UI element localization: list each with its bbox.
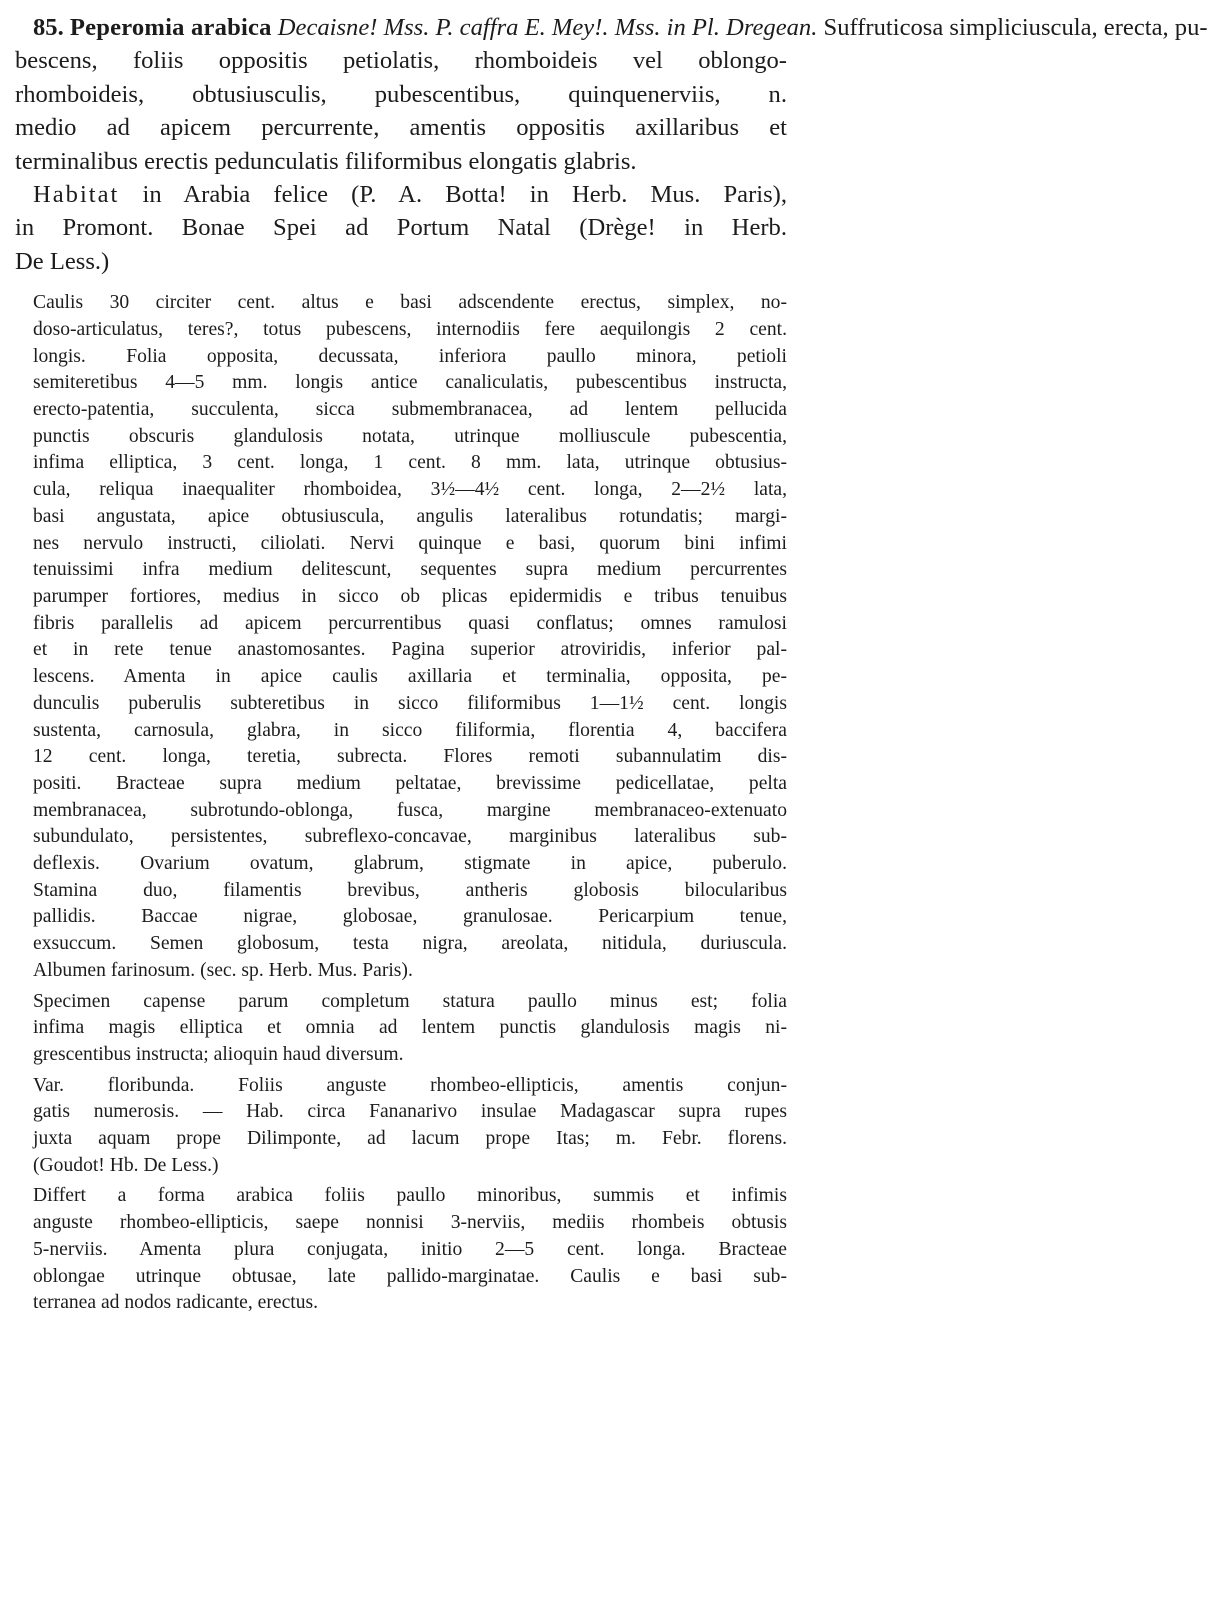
- text-line: gatis numerosis. — Hab. circa Fananarivo insulae Madagascar supra rupes: [33, 1101, 787, 1123]
- text-line: juxta aquam prope Dilimponte, ad lacum prope Itas; m. Febr. florens.: [33, 1128, 787, 1150]
- diagnosis-line: terminalibus erectis pedunculatis filiformibus elongatis glabris.: [15, 147, 637, 175]
- text-line: terranea ad nodos radicante, erectus.: [33, 1292, 319, 1314]
- text-line: infima magis elliptica et omnia ad lentem punctis glandulosis magis ni-: [33, 1017, 787, 1039]
- habitat-label: Habitat: [33, 181, 120, 209]
- text-line: nes nervulo instructi, ciliolati. Nervi quinque e basi, quorum bini infimi: [33, 532, 787, 554]
- text-line: Differt a forma arabica foliis paullo minoribus, summis et infimis: [33, 1185, 787, 1207]
- text-line: tenuissimi infra medium delitescunt, sequentes supra medium percurrentes: [33, 559, 787, 581]
- species-diagnosis: [15, 44, 787, 178]
- text-line: lescens. Amenta in apice caulis axillaria et terminalia, opposita, pe-: [33, 666, 787, 688]
- species-name: Peperomia arabica: [69, 14, 272, 41]
- habitat-text: in Arabia felice (P. A. Botta! in Herb. Mus. Paris),: [142, 181, 787, 209]
- document-page: [15, 0, 1208, 1321]
- description-body: [15, 290, 787, 1317]
- text-line: (Goudot! Hb. De Less.): [33, 1154, 219, 1176]
- diagnosis-line: medio ad apicem percurrente, amentis oppositis axillaribus et: [15, 114, 787, 142]
- text-line: deflexis. Ovarium ovatum, glabrum, stigmate in apice, puberulo.: [33, 853, 787, 875]
- heading-line: [15, 11, 1208, 44]
- text-line: positi. Bracteae supra medium peltatae, brevissime pedicellatae, pelta: [33, 772, 787, 794]
- diagnosis-line: rhomboideis, obtusiusculis, pubescentibus, quinquenerviis, n.: [15, 80, 787, 108]
- text-line: cula, reliqua inaequaliter rhomboidea, 3½—4½ cent. longa, 2—2½ lata,: [33, 479, 787, 501]
- species-authority: Decaisne! Mss. P. caffra E. Mey!. Mss. in Pl. Dregean.: [277, 14, 818, 41]
- text-line: Var. floribunda. Foliis anguste rhombeo-ellipticis, amentis conjun-: [33, 1074, 787, 1096]
- diagnosis-line: Suffruticosa simpliciuscula, erecta, pu-: [823, 14, 1208, 41]
- text-line: parumper fortiores, medius in sicco ob plicas epidermidis e tribus tenuibus: [33, 585, 787, 607]
- text-line: sustenta, carnosula, glabra, in sicco filiformia, florentia 4, baccifera: [33, 719, 787, 741]
- text-line: erecto-patentia, succulenta, sicca submembranacea, ad lentem pellucida: [33, 399, 787, 421]
- habitat-line: in Promont. Bonae Spei ad Portum Natal (Drège! in Herb.: [15, 214, 787, 242]
- text-line: oblongae utrinque obtusae, late pallido-marginatae. Caulis e basi sub-: [33, 1265, 787, 1287]
- diagnosis-line: bescens, foliis oppositis petiolatis, rhomboideis vel oblongo-: [15, 47, 787, 75]
- text-line: Stamina duo, filamentis brevibus, antheris globosis bilocularibus: [33, 879, 787, 901]
- text-line: semiteretibus 4—5 mm. longis antice canaliculatis, pubescentibus instructa,: [33, 372, 787, 394]
- species-entry-heading: [15, 11, 1208, 44]
- habitat-line: [15, 178, 787, 211]
- paragraph-specimen-capense: [15, 989, 787, 1069]
- text-line: pallidis. Baccae nigrae, globosae, granulosae. Pericarpium tenue,: [33, 906, 787, 928]
- paragraph-differt: [15, 1183, 787, 1317]
- text-line: membranacea, subrotundo-oblonga, fusca, margine membranaceo-extenuato: [33, 799, 787, 821]
- text-line: Specimen capense parum completum statura paullo minus est; folia: [33, 990, 787, 1012]
- text-line: et in rete tenue anastomosantes. Pagina superior atroviridis, inferior pal-: [33, 639, 787, 661]
- paragraph-description: [15, 290, 787, 984]
- text-line: 12 cent. longa, teretia, subrecta. Flores remoti subannulatim dis-: [33, 746, 787, 768]
- text-line: infima elliptica, 3 cent. longa, 1 cent. 8 mm. lata, utrinque obtusius-: [33, 452, 787, 474]
- habitat-line: De Less.): [15, 247, 110, 275]
- text-line: anguste rhombeo-ellipticis, saepe nonnisi 3-nerviis, mediis rhombeis obtusis: [33, 1212, 787, 1234]
- text-line: dunculis puberulis subteretibus in sicco filiformibus 1—1½ cent. longis: [33, 692, 787, 714]
- text-line: exsuccum. Semen globosum, testa nigra, areolata, nitidula, duriuscula.: [33, 933, 787, 955]
- text-line: doso-articulatus, teres?, totus pubescens, internodiis fere aequilongis 2 cent.: [33, 318, 787, 340]
- paragraph-var-floribunda: [15, 1073, 787, 1180]
- entry-number: 85.: [33, 14, 64, 41]
- text-line: fibris parallelis ad apicem percurrentibus quasi conflatus; omnes ramulosi: [33, 612, 787, 634]
- text-line: longis. Folia opposita, decussata, inferiora paullo minora, petioli: [33, 345, 787, 367]
- text-line: Caulis 30 circiter cent. altus e basi adscendente erectus, simplex, no-: [33, 292, 787, 314]
- text-line: subundulato, persistentes, subreflexo-concavae, marginibus lateralibus sub-: [33, 826, 787, 848]
- text-line: basi angustata, apice obtusiuscula, angulis lateralibus rotundatis; margi-: [33, 505, 787, 527]
- text-line: punctis obscuris glandulosis notata, utrinque molliuscule pubescentia,: [33, 425, 787, 447]
- habitat-block: [15, 178, 787, 278]
- text-line: Albumen farinosum. (sec. sp. Herb. Mus. Paris).: [33, 959, 413, 981]
- text-line: grescentibus instructa; alioquin haud diversum.: [33, 1043, 404, 1065]
- text-line: 5-nerviis. Amenta plura conjugata, initio 2—5 cent. longa. Bracteae: [33, 1238, 787, 1260]
